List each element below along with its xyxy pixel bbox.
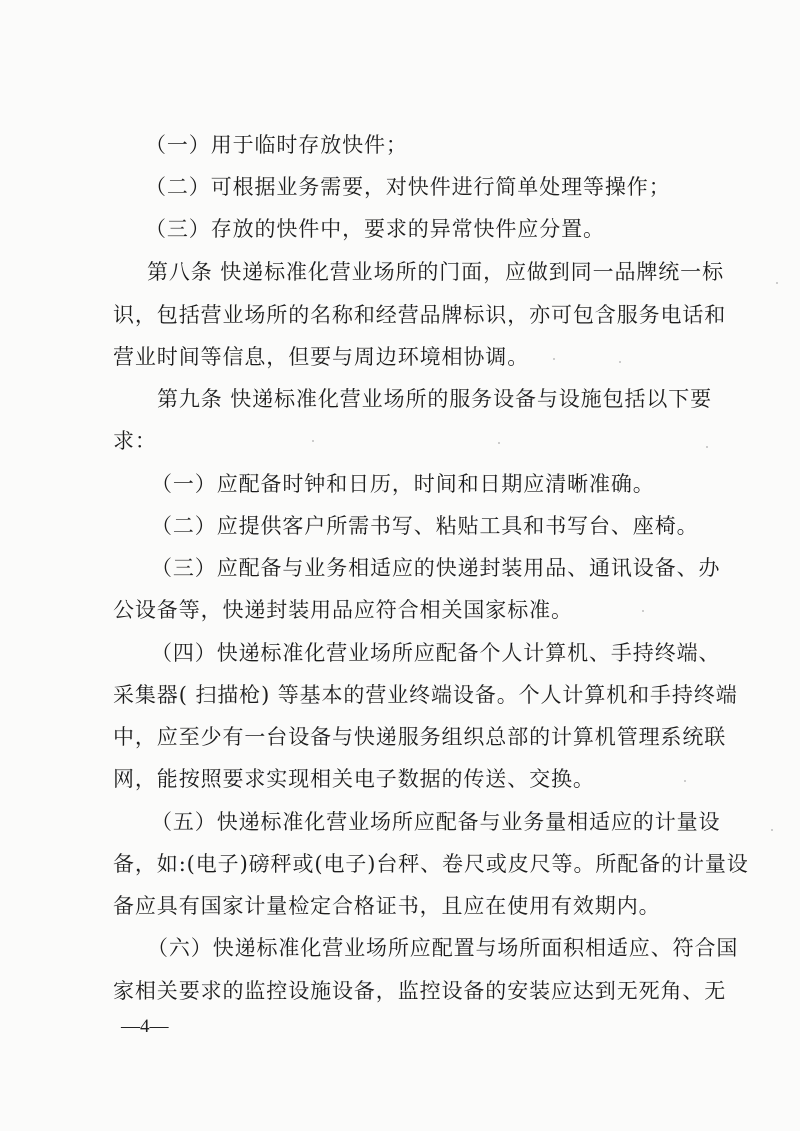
paragraph-line: （二）可根据业务需要，对快件进行简单处理等操作； bbox=[145, 175, 671, 199]
paragraph-line: 网，能按照要求实现相关电子数据的传送、交换。 bbox=[113, 767, 595, 791]
paragraph-line: （四）快递标准化营业场所应配备个人计算机、手持终端、 bbox=[151, 641, 721, 665]
scan-speck bbox=[553, 358, 555, 360]
page-number: —4— bbox=[121, 1016, 169, 1037]
paragraph-line: 备，如:(电子)磅秤或(电子)台秤、卷尺或皮尺等。所配备的计量设 bbox=[113, 852, 749, 876]
scan-speck bbox=[642, 610, 644, 612]
paragraph-line: （六）快递标准化营业场所应配置与场所面积相适应、符合国 bbox=[147, 936, 739, 960]
paragraph-line: （二）应提供客户所需书写、粘贴工具和书写台、座椅。 bbox=[151, 514, 699, 538]
article-heading-line: 第九条 快递标准化营业场所的服务设备与设施包括以下要 bbox=[157, 387, 713, 411]
paragraph-line: 备应具有国家计量检定合格证书，且应在使用有效期内。 bbox=[113, 894, 661, 918]
paragraph-line: 公设备等，快递封装用品应符合相关国家标准。 bbox=[113, 598, 573, 622]
paragraph-line: （一）用于临时存放快件； bbox=[145, 133, 408, 157]
paragraph-line: 采集器( 扫描枪) 等基本的营业终端设备。个人计算机和手持终端 bbox=[113, 683, 738, 707]
paragraph-line: 识，包括营业场所的名称和经营品牌标识，亦可包含服务电话和 bbox=[113, 303, 727, 327]
paragraph-line: （三）应配备与业务相适应的快递封装用品、通讯设备、办 bbox=[151, 556, 721, 580]
paragraph-line: 中，应至少有一台设备与快递服务组织总部的计算机管理系统联 bbox=[113, 725, 727, 749]
scan-speck bbox=[684, 780, 686, 782]
scan-speck bbox=[776, 282, 778, 284]
scan-speck bbox=[706, 446, 708, 448]
paragraph-line: （五）快递标准化营业场所应配备与业务量相适应的计量设 bbox=[151, 810, 721, 834]
article-heading-line: 第八条 快递标准化营业场所的门面，应做到同一品牌统一标 bbox=[147, 260, 724, 284]
paragraph-line: 家相关要求的监控设施设备，监控设备的安装应达到无死角、无 bbox=[113, 979, 727, 1003]
scan-speck bbox=[771, 829, 773, 831]
paragraph-line: （三）存放的快件中，要求的异常快件应分置。 bbox=[145, 217, 605, 241]
paragraph-line: 营业时间等信息，但要与周边环境相协调。 bbox=[113, 345, 530, 369]
scan-speck bbox=[619, 361, 621, 363]
scan-speck bbox=[498, 442, 500, 444]
paragraph-line: 求： bbox=[113, 429, 157, 453]
scan-speck bbox=[312, 440, 314, 442]
paragraph-line: （一）应配备时钟和日历，时间和日期应清晰准确。 bbox=[151, 472, 655, 496]
